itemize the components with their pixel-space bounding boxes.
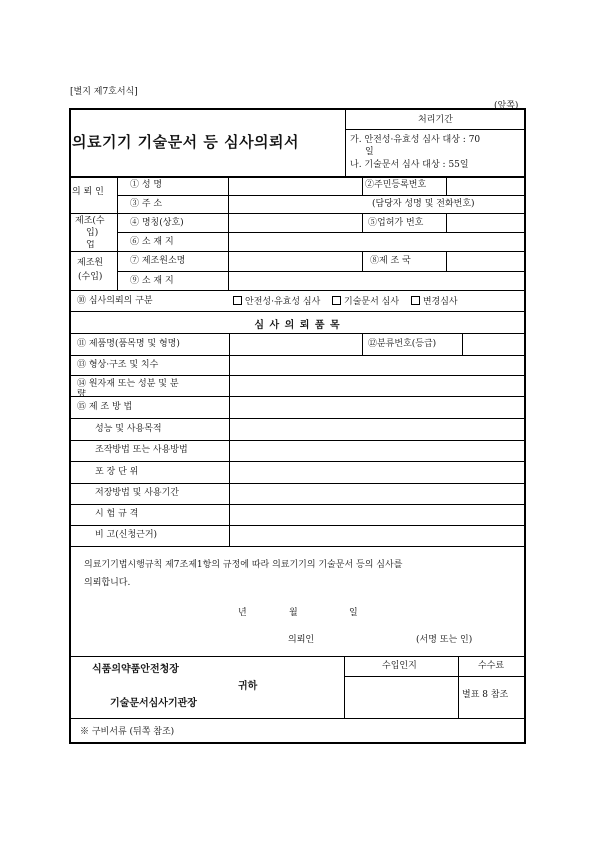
- processing-period-b: 나. 기술문서 심사 대상 : 55일: [350, 160, 469, 170]
- classification-label: ⑫분류번호(등급): [368, 339, 437, 349]
- fee-header: 수수료: [478, 661, 505, 671]
- shape-label: ⑬ 형상·구조 및 치수: [77, 360, 159, 370]
- operation-field[interactable]: [230, 441, 525, 460]
- manufacturer-location-label: ⑥ 소 재 지: [130, 237, 174, 247]
- revenue-stamp-box[interactable]: [345, 677, 457, 717]
- resident-no-label: ②주민등록번호: [365, 180, 427, 190]
- page-side-label: (앞쪽): [494, 101, 519, 111]
- applicant-name-field[interactable]: [229, 177, 361, 194]
- spec-label: 시 험 규 격: [95, 509, 139, 519]
- request-type-options: [233, 296, 458, 307]
- checkbox-technical[interactable]: [332, 296, 341, 305]
- packaging-label: 포 장 단 위: [95, 467, 139, 477]
- manufacturer-location-field[interactable]: [229, 233, 525, 250]
- company-name-label: ④ 명칭(상호): [130, 218, 184, 228]
- origin-location-field[interactable]: [229, 272, 525, 289]
- addressee-kfda: 식품의약품안전청장: [92, 664, 179, 675]
- country-label: ⑧제 조 국: [370, 256, 411, 266]
- maker-field[interactable]: [229, 252, 361, 270]
- processing-period-a: 가. 안전성·유효성 심사 대상 : 70: [350, 135, 481, 145]
- product-name-field[interactable]: [230, 334, 361, 354]
- statement-line1: 의료기기법시행규칙 제7조제1항의 규정에 따라 의료기기의 기술문서 등의 심사를: [84, 560, 403, 570]
- request-type-label: ⑩ 심사의뢰의 구분: [77, 296, 153, 306]
- items-section-header: 심 사 의 뢰 품 목: [254, 320, 341, 331]
- processing-period-header: 처리기간: [418, 115, 453, 125]
- remarks-label: 비 고(신청근거): [95, 530, 158, 540]
- applicant-group-label: 의 뢰 인: [72, 187, 104, 197]
- addressee-suffix: 귀하: [238, 681, 258, 692]
- date-month-label: 월: [289, 608, 298, 618]
- applicant-name-label: ① 성 명: [130, 180, 163, 190]
- operation-label: 조작방법 또는 사용방법: [95, 445, 188, 455]
- addressee-review-agency: 기술문서심사기관장: [110, 698, 197, 709]
- processing-period-a2: 일: [365, 147, 374, 157]
- checkbox-safety[interactable]: [233, 296, 242, 305]
- option-change-label: 변경심사: [422, 297, 458, 307]
- performance-field[interactable]: [230, 419, 525, 439]
- fee-value: 별표 8 참조: [462, 690, 509, 700]
- method-label: ⑮ 제 조 방 법: [77, 402, 133, 412]
- form-reference: [별지 제7호서식]: [70, 87, 138, 97]
- manufacturer-group-line2: 입): [86, 228, 99, 238]
- revenue-stamp-header: 수입인지: [382, 661, 417, 671]
- license-no-field[interactable]: [447, 214, 525, 231]
- material-label-cont: 량: [77, 389, 86, 396]
- packaging-field[interactable]: [230, 462, 525, 482]
- country-field[interactable]: [447, 252, 525, 270]
- method-field[interactable]: [230, 397, 525, 417]
- statement-line2: 의뢰합니다.: [84, 578, 131, 588]
- option-technical-label: 기술문서 심사: [344, 297, 400, 307]
- option-safety-label: 안전성·유효성 심사: [245, 297, 321, 307]
- checkbox-change[interactable]: [411, 296, 420, 305]
- remarks-field[interactable]: [230, 526, 525, 545]
- storage-label: 저장방법 및 사용기간: [95, 488, 179, 498]
- date-year-label: 년: [238, 608, 247, 618]
- spec-field[interactable]: [230, 505, 525, 524]
- performance-label: 성능 및 사용목적: [95, 424, 162, 434]
- origin-group-line2: (수입): [78, 272, 103, 282]
- contact-note: (담당자 성명 및 전화번호): [372, 199, 475, 209]
- requester-label: 의뢰인: [288, 635, 315, 645]
- maker-label: ⑦ 제조원소명: [130, 256, 186, 266]
- shape-field[interactable]: [230, 356, 525, 374]
- date-day-label: 일: [349, 608, 358, 618]
- manufacturer-group-line3: 업: [86, 240, 95, 250]
- material-label: ⑭ 원자재 또는 성분 및 분: [77, 379, 179, 389]
- manufacturer-group-line1: 제조(수: [75, 216, 105, 226]
- origin-location-label: ⑨ 소 재 지: [130, 276, 174, 286]
- applicant-address-label: ③ 주 소: [130, 199, 163, 209]
- product-name-label: ⑪ 제품명(품목명 및 형명): [77, 339, 180, 349]
- footnote-documents: ※ 구비서류 (뒤쪽 참조): [80, 727, 175, 737]
- company-name-field[interactable]: [229, 214, 361, 231]
- material-field[interactable]: [230, 376, 525, 395]
- origin-group-line1: 제조원: [77, 258, 104, 268]
- resident-no-field[interactable]: [447, 177, 525, 194]
- form-title: 의료기기 기술문서 등 심사의뢰서: [72, 133, 300, 151]
- signature-label: (서명 또는 인): [416, 635, 473, 645]
- license-no-label: ⑤업허가 번호: [368, 218, 424, 228]
- requester-sign-field[interactable]: [320, 630, 410, 646]
- classification-field[interactable]: [463, 334, 525, 354]
- storage-field[interactable]: [230, 484, 525, 503]
